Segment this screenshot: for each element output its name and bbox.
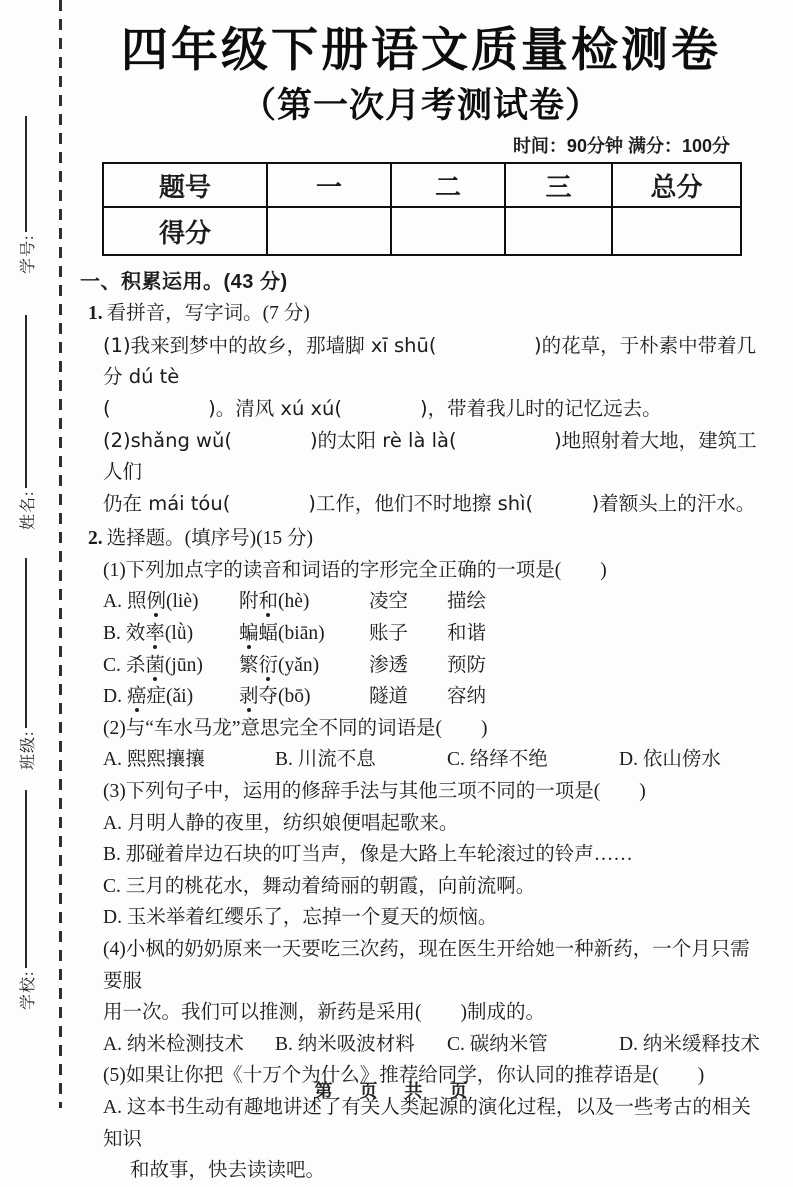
q2-2-option-d: D. 依山傍水: [619, 749, 721, 771]
score-cell: [391, 207, 505, 255]
q2-4-option-c: C. 碳纳米管: [447, 1033, 548, 1055]
class-field: [13, 558, 39, 770]
q2-1-word2: 蝙蝠(biān): [239, 623, 325, 645]
q2-1-option-c: C. 杀菌(jūn): [103, 654, 203, 676]
question-2-number: 2.: [88, 528, 103, 550]
q2-1-word4: 描绘: [447, 591, 487, 613]
q2-5-option-a-line2: 和故事，快去读读吧。: [130, 1160, 326, 1182]
q2-1-stem: (1)下列加点字的读音和词语的字形完全正确的一项是( ): [103, 559, 607, 581]
q2-5-option-a-line1: A. 这本书生动有趣地讲述了有关人类起源的演化过程，以及一些考古的相关知识: [103, 1096, 751, 1150]
q2-2-stem: (2)与“车水马龙”意思完全不同的词语是( ): [103, 717, 488, 739]
q1-line: ( )。清风 xú xú( )，带着我儿时的记忆远去。: [103, 396, 662, 420]
school-field: [13, 790, 39, 1010]
student-name-field: [13, 315, 39, 530]
class-blank-line: [25, 558, 27, 728]
score-table-header-cell: 题号: [103, 163, 267, 207]
q1-line: (1)我来到梦中的故乡，那墙脚 xī shū( )的花草，于朴素中带着几分 dú tè: [103, 333, 757, 389]
score-table: [102, 162, 742, 256]
question-2-title: 选择题。(填序号)(15 分): [106, 528, 313, 550]
school-blank-line: [25, 790, 27, 968]
score-table-header-cell: 一: [267, 163, 391, 207]
score-cell: [267, 207, 391, 255]
page-title: 四年级下册语文质量检测卷: [121, 23, 721, 76]
q2-4-options: [103, 1029, 762, 1061]
page-footer: 第 页 共 页: [314, 1081, 479, 1101]
q2-1-option-row: [103, 650, 762, 682]
student-id-field: [13, 116, 39, 274]
q2-1-option-row: [103, 618, 762, 650]
score-table-header-cell: 二: [391, 163, 505, 207]
q2-1-word3: 渗透: [369, 654, 409, 676]
q2-3-stem: (3)下列句子中，运用的修辞手法与其他三项不同的一项是( ): [103, 781, 646, 803]
q2-1-option-b: B. 效率(lǜ): [103, 623, 194, 645]
q2-2-option-c: C. 络绎不绝: [447, 749, 548, 771]
q2-1-word2: 繁衍(yǎn): [239, 654, 320, 676]
score-row-label: 得分: [103, 207, 267, 255]
school-label: 学校:: [19, 970, 37, 1010]
q2-4-stem-line1: (4)小枫的奶奶原来一天要吃三次药，现在医生开给她一种新药，一个月只需要服: [103, 939, 750, 992]
q2-2-options: [103, 744, 762, 776]
q2-2-option-b: B. 川流不息: [275, 749, 376, 771]
question-1-title: 看拼音，写字词。(7 分): [106, 303, 310, 325]
score-table-header-cell: 三: [505, 163, 612, 207]
q2-4-option-d: D. 纳米缓释技术: [619, 1033, 760, 1055]
question-1-heading: [88, 298, 762, 330]
q2-4-stem-line2: 用一次。我们可以推测，新药是采用( )制成的。: [103, 1002, 545, 1024]
score-cell: [612, 207, 741, 255]
binding-dashed-line: [59, 0, 62, 1108]
q2-3-option-a: A. 月明人静的夜里，纺织娘便唱起歌来。: [103, 812, 459, 834]
question-1-number: 1.: [88, 303, 103, 325]
section-heading: 一、积累运用。(43 分): [80, 271, 288, 294]
score-table-header-row: [103, 163, 741, 207]
q2-2-option-a: A. 熙熙攘攘: [103, 749, 205, 771]
question-2-heading: [88, 523, 762, 555]
score-table-score-row: [103, 207, 741, 255]
q2-3-option-b: B. 那碰着岸边石块的叮当声，像是大路上车轮滚过的铃声……: [103, 844, 633, 866]
q1-line: (2)shǎng wǔ( )的太阳 rè là là( )地照射着大地，建筑工人们: [103, 428, 757, 484]
q2-3-option-c: C. 三月的桃花水，舞动着绮丽的朝霞，向前流啊。: [103, 875, 536, 897]
q2-1-word4: 预防: [447, 654, 487, 676]
score-table-header-cell: 总分: [612, 163, 741, 207]
paper-content: [80, 0, 762, 1187]
q2-1-option-row: [103, 586, 762, 618]
q2-1-word3: 账子: [369, 623, 409, 645]
student-id-blank-line: [25, 116, 27, 232]
q2-1-word3: 隧道: [369, 686, 409, 708]
class-label: 班级:: [19, 730, 37, 770]
q2-1-word2: 剥夺(bō): [239, 686, 311, 708]
page-subtitle: （第一次月考测试卷）: [240, 85, 601, 125]
student-name-label: 姓名:: [19, 490, 37, 530]
student-name-blank-line: [25, 315, 27, 488]
q2-1-word2: 附和(hè): [239, 591, 310, 613]
q2-1-option-d: D. 癌症(ǎi): [103, 686, 194, 708]
q2-4-option-b: B. 纳米吸波材料: [275, 1033, 415, 1055]
score-cell: [505, 207, 612, 255]
time-score-info: 时间：90分钟 满分：100分: [512, 136, 730, 157]
student-id-label: 学号:: [19, 234, 37, 274]
q2-1-word4: 容纳: [447, 686, 487, 708]
q1-line: 仍在 mái tóu( )工作，他们不时地擦 shì( )着额头上的汗水。: [103, 491, 756, 515]
q2-5-stem: (5)如果让你把《十万个为什么》推荐给同学，你认同的推荐语是( ): [103, 1065, 705, 1087]
q2-1-word3: 凌空: [369, 591, 409, 613]
q2-1-word4: 和谐: [447, 623, 487, 645]
q2-1-option-row: [103, 681, 762, 713]
q2-4-option-a: A. 纳米检测技术: [103, 1033, 244, 1055]
q2-1-option-a: A. 照例(liè): [103, 591, 199, 613]
q2-3-option-d: D. 玉米举着红缨乐了，忘掉一个夏天的烦恼。: [103, 907, 498, 929]
